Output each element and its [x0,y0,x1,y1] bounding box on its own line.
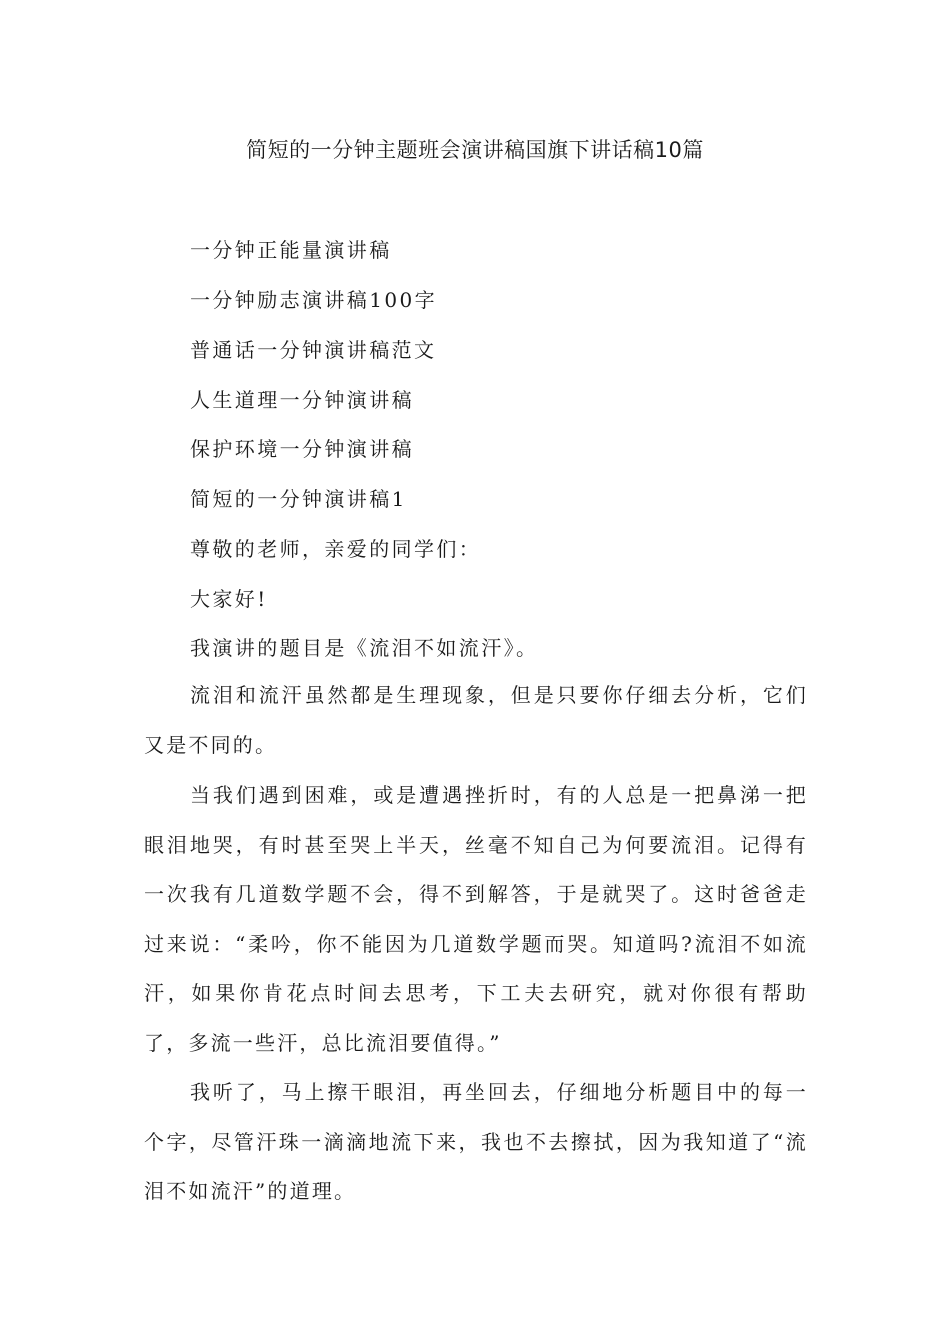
toc-item-3: 普通话一分钟演讲稿范文 [190,338,437,362]
section-heading: 简短的一分钟演讲稿1 [190,487,407,511]
toc-item-4: 人生道理一分钟演讲稿 [190,388,414,412]
paragraph-3: 我听了，马上擦干眼泪，再坐回去，仔细地分析题目中的每一个字，尽管汗珠一滴滴地流下来，我也不去擦拭，因为我知道了“流泪不如流汗”的道理。 [144,1080,808,1204]
greeting: 大家好! [190,587,268,611]
toc-item-5: 保护环境一分钟演讲稿 [190,437,414,461]
toc-item-2: 一分钟励志演讲稿100字 [190,288,437,312]
paragraph-2: 当我们遇到困难，或是遭遇挫折时，有的人总是一把鼻涕一把眼泪地哭，有时甚至哭上半天，丝毫不知自己为何要流泪。记得有一次我有几道数学题不会，得不到解答，于是就哭了。这时爸爸走过来说：“柔吟，你不能因为几道数学题而哭。知道吗?流泪不如流汗，如果你肯花点时间去思考，下工夫去研究，就对你很有帮助了，多流一些汗，总比流泪要值得。” [144,783,808,1055]
topic-line: 我演讲的题目是《流泪不如流汗》。 [190,636,539,660]
document-title: 简短的一分钟主题班会演讲稿国旗下讲话稿10篇 [246,138,704,162]
toc-item-1: 一分钟正能量演讲稿 [190,238,392,262]
paragraph-1: 流泪和流汗虽然都是生理现象，但是只要你仔细去分析，它们又是不同的。 [144,683,808,757]
salutation: 尊敬的老师，亲爱的同学们： [190,537,482,561]
